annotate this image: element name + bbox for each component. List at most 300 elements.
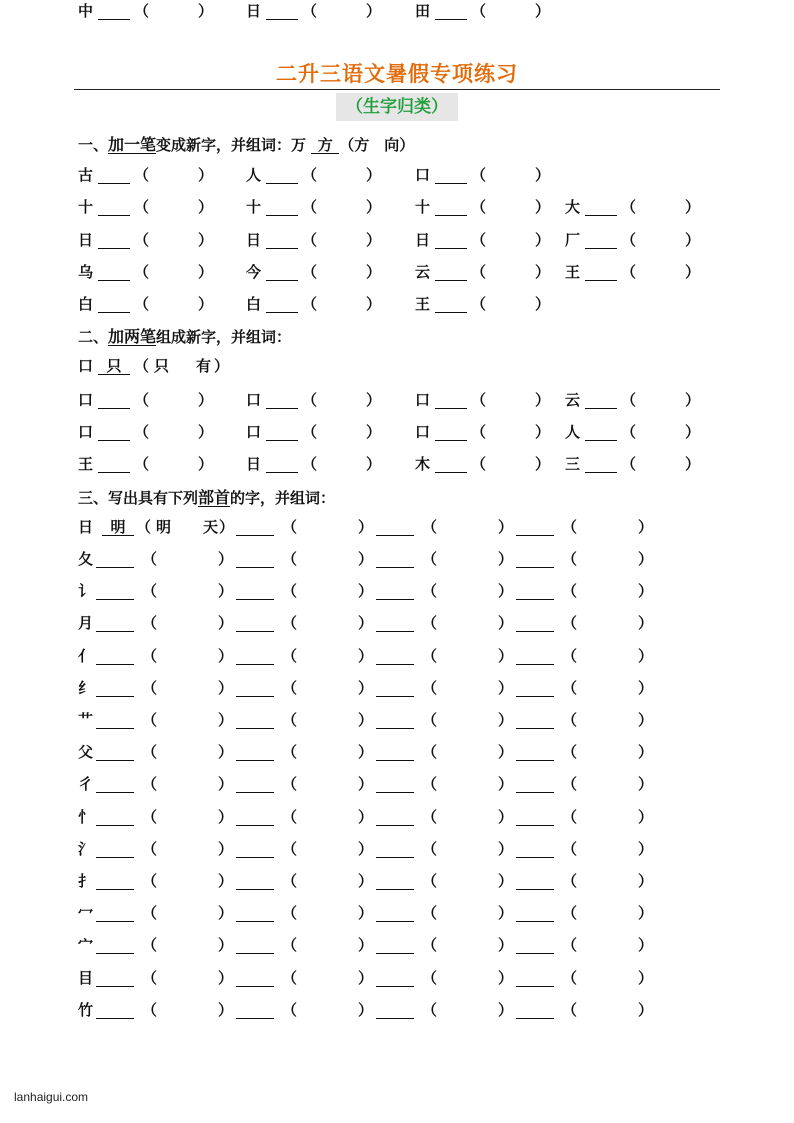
word-paren-close: ） <box>638 550 654 568</box>
answer-blank[interactable] <box>435 183 467 184</box>
word-paren-open: （ <box>562 582 578 601</box>
word-paren-open: （ <box>621 198 637 216</box>
word-paren-close: ） <box>358 646 374 665</box>
section2-example-char: 口 <box>78 357 94 375</box>
answer-blank[interactable] <box>516 567 554 568</box>
answer-blank[interactable] <box>266 248 298 249</box>
answer-blank[interactable] <box>585 408 617 409</box>
word-paren-open: （ <box>142 839 158 858</box>
answer-blank[interactable] <box>96 760 134 761</box>
word-paren-open: （ <box>422 839 438 858</box>
answer-blank[interactable] <box>516 728 554 729</box>
answer-blank[interactable] <box>266 19 298 20</box>
word-paren-open: （ <box>142 743 158 762</box>
word-paren-open: （ <box>282 550 298 568</box>
word-paren-open: （ <box>471 231 487 249</box>
answer-blank[interactable] <box>98 248 130 249</box>
word-paren-open: （ <box>302 263 318 281</box>
word-paren-close: ） <box>218 582 234 601</box>
radical-row <box>0 548 794 570</box>
section1-instruction: 变成新字，并组词：万 <box>156 136 307 154</box>
answer-blank[interactable] <box>236 986 274 987</box>
exercise-row <box>0 196 794 218</box>
word-paren-open: （ <box>422 807 438 826</box>
word-paren-close: ） <box>366 455 382 473</box>
word-paren-open: （ <box>142 807 158 826</box>
word-paren-open: （ <box>471 198 487 216</box>
answer-blank[interactable] <box>98 440 130 441</box>
word-paren-close: ） <box>498 711 514 729</box>
section2-example-answer: 只 <box>106 357 122 375</box>
word-paren-open: （ <box>422 936 438 955</box>
word-paren-close: ） <box>638 775 654 794</box>
word-paren-open: （ <box>562 936 578 955</box>
word-paren-close: ） <box>498 614 514 633</box>
answer-blank[interactable] <box>96 664 134 665</box>
word-paren-close: ） <box>198 423 214 441</box>
answer-blank[interactable] <box>236 760 274 761</box>
section3-example-word1: 明 <box>156 518 172 536</box>
given-char: 木 <box>415 455 431 473</box>
answer-blank[interactable] <box>96 631 134 632</box>
answer-blank[interactable] <box>98 215 130 216</box>
given-char: 厂 <box>565 231 581 249</box>
word-paren-close: ） <box>358 807 374 826</box>
answer-blank[interactable] <box>266 280 298 281</box>
word-paren-close: ） <box>358 872 374 890</box>
answer-blank[interactable] <box>236 825 274 826</box>
word-paren-open: （ <box>562 872 578 890</box>
word-paren-close: ） <box>358 582 374 601</box>
exercise-row <box>0 164 794 186</box>
word-paren-close: ） <box>638 678 654 697</box>
word-paren-close: ） <box>535 198 551 216</box>
word-paren-close: ） <box>638 839 654 858</box>
word-paren-close: ） <box>498 775 514 794</box>
answer-blank[interactable] <box>585 215 617 216</box>
answer-blank[interactable] <box>236 599 274 600</box>
word-paren-open: （ <box>422 582 438 601</box>
answer-blank[interactable] <box>96 825 134 826</box>
word-paren-open: （ <box>282 775 298 794</box>
radical-row <box>0 677 794 699</box>
word-paren-open: （ <box>282 936 298 955</box>
word-paren-close: ） <box>218 678 234 697</box>
word-paren-open: （ <box>134 231 150 249</box>
answer-blank[interactable] <box>516 664 554 665</box>
given-char: 云 <box>415 263 431 281</box>
word-paren-open: （ <box>134 423 150 441</box>
answer-blank[interactable] <box>96 696 134 697</box>
word-paren-open: （ <box>422 518 438 536</box>
radical-char: 纟 <box>78 678 94 697</box>
section3-example-answer: 明 <box>110 518 126 536</box>
answer-blank[interactable] <box>236 535 274 536</box>
answer-blank[interactable] <box>435 440 467 441</box>
given-char: 口 <box>78 391 94 409</box>
given-char: 十 <box>246 198 262 216</box>
answer-blank[interactable] <box>516 792 554 793</box>
answer-blank[interactable] <box>516 857 554 858</box>
word-paren-close: ） <box>498 904 514 923</box>
word-paren-open: （ <box>142 711 158 729</box>
word-paren-close: ） <box>685 198 701 216</box>
answer-blank[interactable] <box>376 631 414 632</box>
answer-blank[interactable] <box>266 440 298 441</box>
word-paren-open: （ <box>282 839 298 858</box>
radical-row <box>0 967 794 989</box>
answer-blank[interactable] <box>376 953 414 954</box>
given-char: 中 <box>78 2 94 20</box>
word-paren-close: ） <box>498 582 514 601</box>
answer-blank[interactable] <box>236 664 274 665</box>
word-paren-close: ） <box>638 743 654 762</box>
word-paren-open: （ <box>282 743 298 762</box>
word-paren-close: ） <box>366 166 382 184</box>
given-char: 日 <box>246 2 262 20</box>
word-paren-open: （ <box>282 872 298 890</box>
answer-blank[interactable] <box>376 1018 414 1019</box>
word-paren-open: （ <box>282 1000 298 1019</box>
word-paren-close: ） <box>535 455 551 473</box>
given-char: 日 <box>246 455 262 473</box>
answer-blank[interactable] <box>516 986 554 987</box>
word-paren-open: （ <box>562 743 578 762</box>
answer-blank[interactable] <box>236 889 274 890</box>
title-divider <box>74 89 720 90</box>
given-char: 口 <box>415 423 431 441</box>
answer-blank[interactable] <box>376 921 414 922</box>
answer-blank[interactable] <box>98 183 130 184</box>
section2-instruction: 组成新字，并组词： <box>156 328 292 346</box>
given-char: 王 <box>78 455 94 473</box>
radical-char: 目 <box>78 968 94 987</box>
answer-blank[interactable] <box>516 535 554 536</box>
word-paren-open: （ <box>134 455 150 473</box>
radical-row <box>0 773 794 795</box>
word-paren-open: （ <box>142 968 158 987</box>
answer-blank[interactable] <box>376 599 414 600</box>
answer-blank[interactable] <box>96 1018 134 1019</box>
word-paren-close: ） <box>198 295 214 313</box>
answer-blank[interactable] <box>236 696 274 697</box>
word-paren-close: ） <box>198 263 214 281</box>
exercise-row <box>0 261 794 283</box>
word-paren-close: ） <box>366 391 382 409</box>
answer-blank[interactable] <box>376 567 414 568</box>
given-char: 云 <box>565 391 581 409</box>
answer-blank[interactable] <box>585 248 617 249</box>
answer-blank[interactable] <box>236 567 274 568</box>
section2-emphasis: 加两笔 <box>108 327 157 346</box>
word-paren-open: （ <box>282 518 298 536</box>
word-paren-close: ） <box>498 1000 514 1019</box>
answer-blank[interactable] <box>96 792 134 793</box>
word-paren-close: ） <box>535 263 551 281</box>
exercise-row <box>0 229 794 251</box>
word-paren-open: （ <box>142 582 158 601</box>
section3-emphasis: 部首 <box>198 488 231 507</box>
word-paren-close: ） <box>685 423 701 441</box>
given-char: 乌 <box>78 263 94 281</box>
answer-blank[interactable] <box>98 312 130 313</box>
given-char: 田 <box>415 2 431 20</box>
answer-blank[interactable] <box>376 535 414 536</box>
word-paren-close: ） <box>498 646 514 665</box>
word-paren-close: ） <box>198 198 214 216</box>
radical-row <box>0 934 794 956</box>
word-paren-close: ） <box>358 743 374 762</box>
word-paren-close: ） <box>218 775 234 794</box>
word-paren-open: （ <box>471 295 487 313</box>
word-paren-open: （ <box>562 904 578 923</box>
given-char: 今 <box>246 263 262 281</box>
radical-char: 月 <box>78 614 94 633</box>
word-paren-open: （ <box>562 807 578 826</box>
word-paren-close: ） <box>358 678 374 697</box>
word-paren-close: ） <box>218 839 234 858</box>
answer-blank[interactable] <box>376 889 414 890</box>
radical-row <box>0 999 794 1021</box>
answer-blank[interactable] <box>98 472 130 473</box>
answer-blank[interactable] <box>516 599 554 600</box>
word-paren-close: ） <box>535 423 551 441</box>
answer-blank[interactable] <box>585 472 617 473</box>
given-char: 白 <box>246 295 262 313</box>
word-paren-open: （ <box>562 646 578 665</box>
answer-blank[interactable] <box>236 631 274 632</box>
given-char: 口 <box>78 423 94 441</box>
answer-blank[interactable] <box>236 728 274 729</box>
answer-blank[interactable] <box>266 408 298 409</box>
given-char: 白 <box>78 295 94 313</box>
radical-row <box>0 645 794 667</box>
word-paren-close: ） <box>535 2 551 20</box>
radical-char: 宀 <box>78 936 94 955</box>
word-paren-close: ） <box>218 968 234 987</box>
answer-blank[interactable] <box>435 312 467 313</box>
answer-blank[interactable] <box>376 825 414 826</box>
word-paren-close: ） <box>198 455 214 473</box>
word-paren-open: （ <box>302 166 318 184</box>
word-paren-close: ） <box>366 295 382 313</box>
word-paren-open: （ <box>302 231 318 249</box>
answer-blank[interactable] <box>435 472 467 473</box>
given-char: 日 <box>246 231 262 249</box>
answer-blank[interactable] <box>435 408 467 409</box>
given-char: 大 <box>565 198 581 216</box>
word-paren-open: （ <box>282 614 298 633</box>
word-paren-close: ） <box>498 872 514 890</box>
answer-blank[interactable] <box>516 631 554 632</box>
word-paren-open: （ <box>422 872 438 890</box>
word-paren-close: ） <box>535 166 551 184</box>
answer-blank[interactable] <box>376 857 414 858</box>
footer-site: lanhaigui.com <box>14 1090 89 1104</box>
word-paren-open: （ <box>302 295 318 313</box>
word-paren-close: ） <box>198 391 214 409</box>
given-char: 王 <box>415 295 431 313</box>
word-paren-close: ） <box>535 295 551 313</box>
word-paren-close: ） <box>685 391 701 409</box>
radical-char: 艹 <box>78 711 94 729</box>
answer-blank[interactable] <box>376 664 414 665</box>
radical-row <box>0 612 794 634</box>
answer-blank[interactable] <box>236 953 274 954</box>
word-paren-open: （ <box>142 904 158 923</box>
section1-example-answer: 方 <box>311 137 339 154</box>
answer-blank[interactable] <box>516 760 554 761</box>
word-paren-close: ） <box>638 872 654 890</box>
word-paren-close: ） <box>358 904 374 923</box>
word-paren-close: ） <box>198 166 214 184</box>
answer-blank[interactable] <box>516 921 554 922</box>
word-paren-open: （ <box>621 391 637 409</box>
answer-blank[interactable] <box>236 792 274 793</box>
answer-blank[interactable] <box>435 248 467 249</box>
given-char: 日 <box>78 231 94 249</box>
word-paren-close: ） <box>638 711 654 729</box>
section3-heading <box>78 485 335 508</box>
answer-blank[interactable] <box>376 792 414 793</box>
radical-row <box>0 870 794 892</box>
given-char: 人 <box>246 166 262 184</box>
word-paren-close: ） <box>498 518 514 536</box>
word-paren-open: （ <box>422 1000 438 1019</box>
answer-blank[interactable] <box>236 857 274 858</box>
answer-blank[interactable] <box>96 986 134 987</box>
word-paren-open: （ <box>562 550 578 568</box>
word-paren-open: （ <box>471 166 487 184</box>
answer-blank[interactable] <box>435 19 467 20</box>
word-paren-close: ） <box>535 391 551 409</box>
answer-blank[interactable] <box>98 19 130 20</box>
exercise-row <box>0 389 794 411</box>
word-paren-close: ） <box>198 2 214 20</box>
answer-blank[interactable] <box>516 953 554 954</box>
radical-char: 讠 <box>78 582 94 601</box>
answer-blank[interactable] <box>435 280 467 281</box>
answer-blank[interactable] <box>96 599 134 600</box>
answer-blank[interactable] <box>585 440 617 441</box>
word-paren-close: ） <box>218 807 234 826</box>
section3-example-word2: 天 <box>203 518 219 536</box>
word-paren-close: ） <box>638 968 654 987</box>
word-paren-open: （ <box>621 263 637 281</box>
answer-blank[interactable] <box>516 825 554 826</box>
word-paren-open: （ <box>471 391 487 409</box>
word-paren-open: （ <box>562 678 578 697</box>
answer-blank[interactable] <box>266 312 298 313</box>
word-paren-close: ） <box>685 263 701 281</box>
word-paren-open: （ <box>562 839 578 858</box>
word-paren-close: ） <box>218 872 234 890</box>
answer-blank[interactable] <box>96 728 134 729</box>
word-paren-open: （ <box>142 614 158 633</box>
radical-row <box>0 806 794 828</box>
word-paren-open: （ <box>302 2 318 20</box>
answer-blank[interactable] <box>585 280 617 281</box>
answer-blank[interactable] <box>376 696 414 697</box>
answer-blank[interactable] <box>96 921 134 922</box>
answer-blank[interactable] <box>236 1018 274 1019</box>
answer-blank[interactable] <box>96 857 134 858</box>
word-paren-open: （ <box>562 968 578 987</box>
exercise-row <box>0 293 794 315</box>
word-paren-open: （ <box>282 968 298 987</box>
answer-blank[interactable] <box>376 760 414 761</box>
section3-example-radical: 日 <box>78 518 94 536</box>
answer-blank[interactable] <box>516 696 554 697</box>
answer-blank[interactable] <box>435 215 467 216</box>
answer-blank[interactable] <box>98 408 130 409</box>
word-paren-close: ） <box>498 839 514 858</box>
answer-blank[interactable] <box>516 1018 554 1019</box>
exercise-row <box>0 453 794 475</box>
word-paren-open: （ <box>471 2 487 20</box>
word-paren-close: ） <box>218 550 234 568</box>
word-paren-close: ） <box>498 968 514 987</box>
word-paren-open: （ <box>422 646 438 665</box>
answer-blank[interactable] <box>236 921 274 922</box>
section1-prefix: 一、 <box>78 136 109 154</box>
word-paren-open: （ <box>142 775 158 794</box>
word-paren-open: （ <box>302 198 318 216</box>
given-char: 人 <box>565 423 581 441</box>
word-paren-open: （ <box>621 423 637 441</box>
word-paren-open: （ <box>471 455 487 473</box>
section3-example-row: 日 明 （ 明 天 ） （ ） （ ） （ ） <box>78 518 654 536</box>
word-paren-open: （ <box>562 711 578 729</box>
radical-char: 氵 <box>78 839 94 858</box>
given-char: 日 <box>415 231 431 249</box>
answer-blank[interactable] <box>98 280 130 281</box>
radical-row <box>0 902 794 924</box>
word-paren-close: ） <box>218 614 234 633</box>
word-paren-open: （ <box>134 2 150 20</box>
answer-blank[interactable] <box>376 986 414 987</box>
answer-blank[interactable] <box>96 889 134 890</box>
word-paren-open: （ <box>282 582 298 601</box>
given-char: 十 <box>78 198 94 216</box>
word-paren-close: ） <box>358 711 374 729</box>
word-paren-close: ） <box>358 839 374 858</box>
answer-blank[interactable] <box>266 183 298 184</box>
answer-blank[interactable] <box>96 953 134 954</box>
word-paren-close: ） <box>498 678 514 697</box>
radical-char: 彳 <box>78 775 94 794</box>
answer-blank[interactable] <box>96 567 134 568</box>
word-paren-open: （ <box>134 391 150 409</box>
word-paren-close: ） <box>498 936 514 955</box>
word-paren-close: ） <box>638 582 654 601</box>
word-paren-open: （ <box>562 775 578 794</box>
word-paren-close: ） <box>358 936 374 955</box>
answer-blank[interactable] <box>376 728 414 729</box>
answer-blank[interactable] <box>516 889 554 890</box>
answer-blank[interactable] <box>266 215 298 216</box>
word-paren-close: ） <box>638 646 654 665</box>
given-char: 口 <box>415 166 431 184</box>
answer-blank[interactable] <box>266 472 298 473</box>
given-char: 十 <box>415 198 431 216</box>
word-paren-open: （ <box>471 423 487 441</box>
word-paren-close: ） <box>638 614 654 633</box>
radical-char: 冖 <box>78 904 94 923</box>
word-paren-close: ） <box>358 968 374 987</box>
word-paren-close: ） <box>638 904 654 923</box>
radical-row <box>0 741 794 763</box>
